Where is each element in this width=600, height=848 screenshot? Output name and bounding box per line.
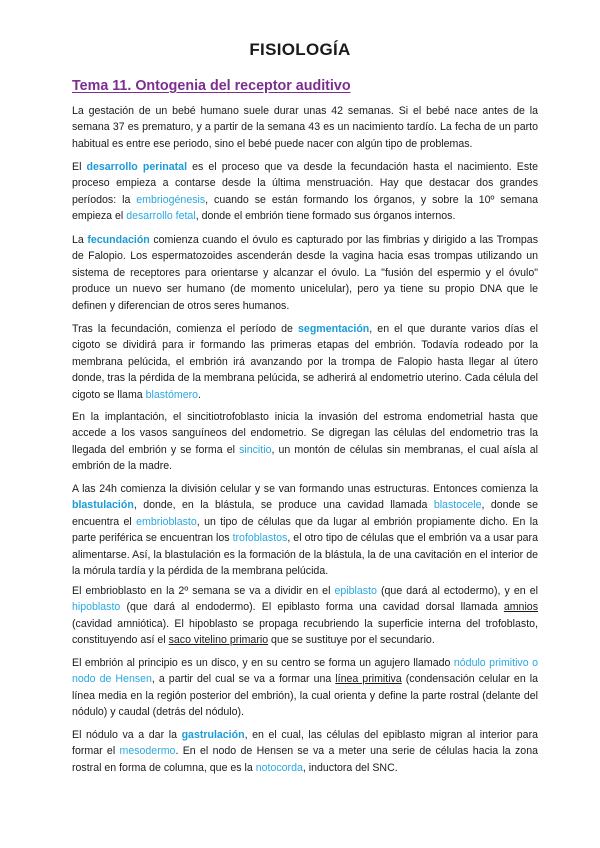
section-heading: Tema 11. Ontogenia del receptor auditivo — [72, 78, 351, 94]
text-run: . En el nodo de Hensen se va a meter una serie de células hacia la zona rostral en forma de columna, que es la — [72, 745, 538, 774]
text-run: (que dará al ectodermo), y en el — [376, 585, 538, 597]
text-run: . — [198, 388, 201, 401]
text-run: , un tipo de células que da lugar al embrión propiamente dicho. En la parte periférica se encuentran los — [72, 515, 538, 545]
key-term: embrioblasto — [136, 515, 197, 528]
text-run: es el proceso que va desde la fecundación hasta el nacimiento. Este proceso empieza a contarse desde la última menstruación. Hay que destacar dos grandes períodos: la — [72, 161, 538, 206]
page-title: FISIOLOGÍA — [249, 40, 351, 59]
text-run: El nódulo va a dar la — [72, 729, 182, 741]
text-run: , en el cual, las células del epiblasto migran al interior para formar el — [72, 729, 538, 758]
text-run: El embrión al principio es un disco, y en su centro se forma un agujero llamado — [72, 657, 454, 669]
underlined-term: saco vitelino primario — [168, 634, 269, 647]
paragraph-gestacion — [72, 103, 538, 152]
text-run: La — [72, 234, 88, 246]
key-term: blastocele — [433, 499, 482, 512]
key-term-bold: segmentación — [298, 323, 370, 335]
text-run: , un montón de células sin membranas, el cual aísla al embrión de la madre. — [72, 443, 538, 473]
text-run: , el otro tipo de células que el embrión va a usar para alimentarse. Así, la blastulación es la formación de la blástula, la de una cavitación en el interior de la mórula tardía y la pérdida de la membrana pelúcida. — [72, 532, 538, 578]
text-run: (cavidad amniótica). El hipoblasto se propaga recubriendo la superficie interna del trofoblasto, constituyendo así el — [72, 617, 538, 647]
text-run: , donde, en la blástula, se produce una cavidad llamada — [133, 499, 434, 512]
text-run: , donde el embrión tiene formado sus órganos internos. — [195, 210, 456, 223]
text-run: (que dará al endodermo). El epiblasto forma una cavidad dorsal llamada — [120, 601, 504, 614]
text-run: , donde se encuentra el — [72, 499, 538, 528]
paragraph-segmentacion — [72, 321, 538, 403]
paragraph-nodulo-primitivo — [72, 655, 538, 721]
key-term-bold: desarrollo perinatal — [86, 161, 188, 173]
paragraph-fecundacion — [72, 232, 538, 314]
text-run: Tras la fecundación, comienza el período de — [72, 323, 299, 335]
key-term: epiblasto — [334, 585, 377, 597]
text-run: La gestación de un bebé humano suele durar unas 42 semanas. Si el bebé nace antes de la semana 37 es prematuro, y a partir de la semana 43 es un nacimiento tardío. La fecha de un parto habitual es entre ese periodo, sino el bebé puede nacer con algún tipo de problemas. — [72, 105, 538, 150]
text-run: , a partir del cual se va a formar una — [151, 673, 336, 686]
key-term: nódulo primitivo o nodo de Hensen — [72, 657, 538, 686]
text-run: El — [72, 161, 87, 173]
text-run: En la implantación, el sincitiotrofoblasto inicia la invasión del estroma endometrial hasta que accede a los vasos sanguíneos del endometrio. Se digregan las células del endometrio tras la llegada del embrión y se forma el — [72, 411, 538, 456]
text-run: comienza cuando el óvulo es capturado por las fimbrias y dirigido a las Trompas de Falopio. Los espermatozoides ascenderán desde la vagina hacia esas trompas utilizando un sistema de receptores para orientarse y alcanzar el óvulo. La "fusión del espermio y el óvulo" produce un nuevo ser humano (de momento unicelular), pero ya tiene su propio DNA que le definen y diferencian de otros seres humanos. — [72, 234, 538, 312]
paragraph-desarrollo-perinatal — [72, 159, 538, 225]
key-term: embriogénesis — [136, 193, 206, 206]
underlined-term: amnios — [503, 601, 538, 614]
paragraph-embrioblasto — [72, 583, 538, 649]
key-term-bold: blastulación — [72, 499, 134, 512]
paragraph-gastrulacion — [72, 727, 538, 776]
text-run: El embrioblasto en la 2º semana se va a dividir en el — [72, 585, 335, 597]
text-run: A las 24h comienza la división celular y se van formando unas estructuras. Entonces comienza la — [72, 483, 538, 495]
key-term-bold: fecundación — [87, 234, 150, 246]
key-term: hipoblasto — [72, 601, 121, 614]
key-term: mesodermo — [119, 745, 176, 758]
key-term: blastómero — [145, 388, 199, 401]
key-term: trofoblastos — [232, 532, 288, 545]
text-run: , inductora del SNC. — [302, 761, 398, 774]
text-run: , cuando se están formando los órganos, y sobre la 10º semana empieza el — [72, 193, 538, 223]
key-term-bold: gastrulación — [181, 729, 245, 741]
underlined-term: línea primitiva — [335, 673, 402, 686]
key-term: notocorda — [255, 761, 303, 774]
text-run: (condensación celular en la línea media en la región posterior del embrión), la cual orienta y define la parte rostral (delante del nódulo) y caudal (detrás del nódulo). — [72, 673, 538, 719]
paragraph-implantacion — [72, 409, 538, 475]
key-term: desarrollo fetal — [126, 210, 196, 223]
key-term: sincitio — [239, 443, 272, 456]
paragraph-blastulacion — [72, 481, 538, 579]
text-run: que se sustituye por el secundario. — [268, 634, 435, 647]
text-run: , en el que durante varios días el cigoto se dividirá para ir formando las primeras etapas del embrión. Todavía rodeado por la membrana pelúcida, el embrión irá avanzando por la trompa de Falopio hasta llegar al útero donde, tras la pérdida de la membrana pelúcida, se adherirá al endometrio uterino. Cada célula del cigoto se llama — [72, 323, 538, 401]
